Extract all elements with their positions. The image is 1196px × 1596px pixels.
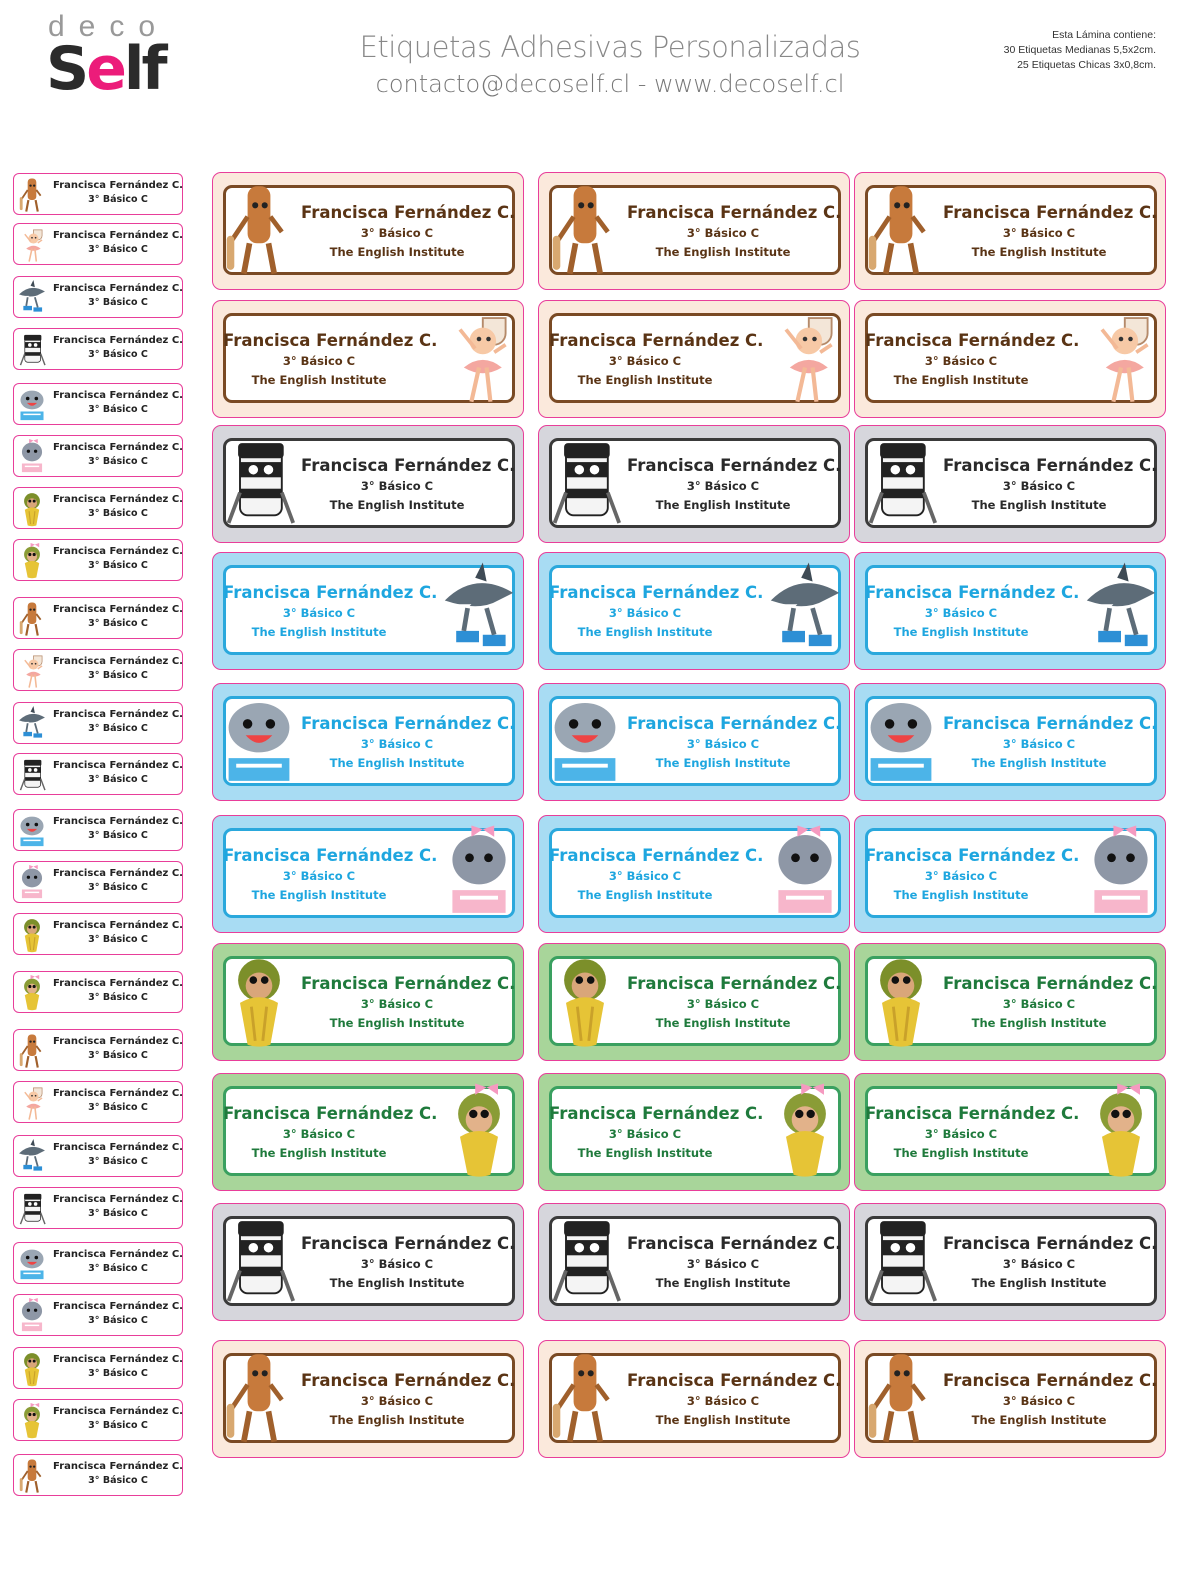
label-school: The English Institute: [971, 1413, 1107, 1427]
label-grade: 3° Básico C: [608, 606, 682, 620]
medium-label: [212, 683, 524, 801]
small-label: [13, 1135, 183, 1177]
label-student-name: Francisca Fernández C.: [301, 1234, 516, 1253]
small-label-name: Francisca Fernández C.: [53, 1036, 183, 1047]
small-label-name: Francisca Fernández C.: [53, 1406, 183, 1417]
small-label-grade: 3° Básico C: [88, 934, 148, 945]
monkey-banana-icon: [547, 948, 623, 1058]
label-grade: 3° Básico C: [1002, 226, 1076, 240]
label-school: The English Institute: [577, 888, 713, 902]
label-grade: 3° Básico C: [686, 1257, 760, 1271]
small-label-grade: 3° Básico C: [88, 1156, 148, 1167]
pink-bow-shark-sneaker-icon: [1083, 820, 1159, 930]
small-label: [13, 702, 183, 744]
label-grade: 3° Básico C: [360, 1394, 434, 1408]
small-label-name: Francisca Fernández C.: [53, 442, 183, 453]
label-grade: 3° Básico C: [686, 479, 760, 493]
small-label-name: Francisca Fernández C.: [53, 390, 183, 401]
label-student-name: Francisca Fernández C.: [627, 1234, 842, 1253]
coffee-cup-ballerina-icon: [1083, 305, 1159, 415]
medium-label: [854, 943, 1166, 1061]
label-student-name: Francisca Fernández C.: [943, 203, 1158, 222]
small-label-name: Francisca Fernández C.: [53, 1088, 183, 1099]
small-label: [13, 649, 183, 691]
label-student-name: Francisca Fernández C.: [223, 846, 438, 865]
shark-sneakers-icon: [441, 557, 517, 667]
small-label-name: Francisca Fernández C.: [53, 978, 183, 989]
medium-label: [854, 552, 1166, 670]
label-student-name: Francisca Fernández C.: [865, 331, 1080, 350]
small-label-grade: 3° Básico C: [88, 349, 148, 360]
label-grade: 3° Básico C: [686, 737, 760, 751]
small-label: [13, 1187, 183, 1229]
ninja-coffee-cup-icon: [863, 1208, 939, 1318]
label-grade: 3° Básico C: [608, 1127, 682, 1141]
label-student-name: Francisca Fernández C.: [627, 203, 842, 222]
small-label-grade: 3° Básico C: [88, 1475, 148, 1486]
small-label: [13, 328, 183, 370]
small-label: [13, 276, 183, 318]
medium-label: [212, 1340, 524, 1458]
pink-bow-monkey-banana-icon: [17, 975, 47, 1009]
label-grade: 3° Básico C: [282, 1127, 356, 1141]
label-student-name: Francisca Fernández C.: [943, 974, 1158, 993]
coffee-cup-ballerina-icon: [17, 1085, 47, 1119]
wooden-stick-character-icon: [863, 1345, 939, 1455]
medium-label: [538, 1073, 850, 1191]
label-school: The English Institute: [577, 373, 713, 387]
ninja-coffee-cup-icon: [547, 1208, 623, 1318]
medium-label: [538, 683, 850, 801]
baby-shark-sneaker-icon: [17, 387, 47, 421]
label-student-name: Francisca Fernández C.: [943, 1371, 1158, 1390]
medium-label: [212, 552, 524, 670]
label-student-name: Francisca Fernández C.: [943, 714, 1158, 733]
logo-deco-text: deco: [48, 10, 170, 43]
medium-label: [538, 300, 850, 418]
shark-sneakers-icon: [17, 280, 47, 314]
small-label: [13, 971, 183, 1013]
medium-label: [854, 1073, 1166, 1191]
pink-bow-monkey-banana-icon: [441, 1078, 517, 1188]
pink-bow-monkey-banana-icon: [1083, 1078, 1159, 1188]
label-school: The English Institute: [893, 373, 1029, 387]
label-student-name: Francisca Fernández C.: [301, 456, 516, 475]
baby-shark-sneaker-icon: [863, 688, 939, 798]
small-label: [13, 861, 183, 903]
small-label: [13, 1347, 183, 1389]
small-label-grade: 3° Básico C: [88, 882, 148, 893]
small-label-name: Francisca Fernández C.: [53, 1301, 183, 1312]
ninja-coffee-cup-icon: [17, 757, 47, 791]
label-grade: 3° Básico C: [360, 1257, 434, 1271]
label-school: The English Institute: [655, 756, 791, 770]
wooden-stick-character-icon: [17, 601, 47, 635]
medium-label: [854, 1203, 1166, 1321]
label-school: The English Institute: [329, 1016, 465, 1030]
label-student-name: Francisca Fernández C.: [549, 846, 764, 865]
label-school: The English Institute: [893, 625, 1029, 639]
label-school: The English Institute: [329, 498, 465, 512]
monkey-banana-icon: [17, 491, 47, 525]
coffee-cup-ballerina-icon: [17, 653, 47, 687]
small-label-name: Francisca Fernández C.: [53, 656, 183, 667]
label-school: The English Institute: [655, 245, 791, 259]
small-label: [13, 1454, 183, 1496]
small-label-name: Francisca Fernández C.: [53, 546, 183, 557]
small-label-grade: 3° Básico C: [88, 1208, 148, 1219]
small-label-grade: 3° Básico C: [88, 723, 148, 734]
pink-bow-shark-sneaker-icon: [17, 865, 47, 899]
small-label: [13, 1294, 183, 1336]
medium-label: [854, 815, 1166, 933]
label-school: The English Institute: [893, 888, 1029, 902]
label-school: The English Institute: [251, 1146, 387, 1160]
wooden-stick-character-icon: [17, 1033, 47, 1067]
baby-shark-sneaker-icon: [17, 1246, 47, 1280]
medium-label: [538, 425, 850, 543]
baby-shark-sneaker-icon: [547, 688, 623, 798]
medium-label: [212, 1203, 524, 1321]
small-label: [13, 809, 183, 851]
wooden-stick-character-icon: [547, 177, 623, 287]
sheet-contents-info: Esta Lámina contiene: 30 Etiquetas Medianas 5,5x2cm. 25 Etiquetas Chicas 3x0,8cm.: [1003, 29, 1156, 71]
medium-label: [538, 1203, 850, 1321]
medium-label: [854, 683, 1166, 801]
shark-sneakers-icon: [17, 706, 47, 740]
small-label-name: Francisca Fernández C.: [53, 1249, 183, 1260]
label-school: The English Institute: [251, 888, 387, 902]
label-student-name: Francisca Fernández C.: [301, 974, 516, 993]
small-label-name: Francisca Fernández C.: [53, 1354, 183, 1365]
ninja-coffee-cup-icon: [221, 430, 297, 540]
ninja-coffee-cup-icon: [221, 1208, 297, 1318]
small-label-grade: 3° Básico C: [88, 618, 148, 629]
medium-label: [538, 815, 850, 933]
small-label-name: Francisca Fernández C.: [53, 1142, 183, 1153]
small-label-name: Francisca Fernández C.: [53, 494, 183, 505]
small-label: [13, 913, 183, 955]
label-student-name: Francisca Fernández C.: [223, 331, 438, 350]
label-grade: 3° Básico C: [1002, 997, 1076, 1011]
small-label: [13, 597, 183, 639]
label-school: The English Institute: [655, 1016, 791, 1030]
small-label-grade: 3° Básico C: [88, 404, 148, 415]
label-grade: 3° Básico C: [360, 479, 434, 493]
label-grade: 3° Básico C: [1002, 737, 1076, 751]
label-school: The English Institute: [251, 373, 387, 387]
wooden-stick-character-icon: [17, 177, 47, 211]
small-label: [13, 435, 183, 477]
small-label-grade: 3° Básico C: [88, 508, 148, 519]
label-grade: 3° Básico C: [924, 354, 998, 368]
small-label-grade: 3° Básico C: [88, 560, 148, 571]
pink-bow-shark-sneaker-icon: [17, 1298, 47, 1332]
label-grade: 3° Básico C: [686, 226, 760, 240]
small-label-grade: 3° Básico C: [88, 774, 148, 785]
small-label: [13, 753, 183, 795]
small-label-name: Francisca Fernández C.: [53, 335, 183, 346]
label-school: The English Institute: [655, 1276, 791, 1290]
medium-label: [854, 1340, 1166, 1458]
label-school: The English Institute: [329, 245, 465, 259]
wooden-stick-character-icon: [547, 1345, 623, 1455]
label-student-name: Francisca Fernández C.: [549, 1104, 764, 1123]
label-student-name: Francisca Fernández C.: [865, 1104, 1080, 1123]
medium-label: [212, 815, 524, 933]
pink-bow-shark-sneaker-icon: [441, 820, 517, 930]
wooden-stick-character-icon: [863, 177, 939, 287]
small-label: [13, 1081, 183, 1123]
label-grade: 3° Básico C: [360, 737, 434, 751]
label-school: The English Institute: [329, 756, 465, 770]
medium-label: [538, 1340, 850, 1458]
medium-label: [538, 552, 850, 670]
baby-shark-sneaker-icon: [221, 688, 297, 798]
wooden-stick-character-icon: [221, 177, 297, 287]
label-school: The English Institute: [971, 1276, 1107, 1290]
monkey-banana-icon: [221, 948, 297, 1058]
label-grade: 3° Básico C: [282, 869, 356, 883]
label-student-name: Francisca Fernández C.: [549, 583, 764, 602]
monkey-banana-icon: [17, 1351, 47, 1385]
medium-label: [212, 300, 524, 418]
small-label-grade: 3° Básico C: [88, 456, 148, 467]
pink-bow-shark-sneaker-icon: [17, 439, 47, 473]
label-student-name: Francisca Fernández C.: [943, 1234, 1158, 1253]
label-grade: 3° Básico C: [360, 226, 434, 240]
ninja-coffee-cup-icon: [17, 332, 47, 366]
label-student-name: Francisca Fernández C.: [943, 456, 1158, 475]
medium-label: [212, 1073, 524, 1191]
label-grade: 3° Básico C: [686, 1394, 760, 1408]
label-student-name: Francisca Fernández C.: [301, 1371, 516, 1390]
small-label-grade: 3° Básico C: [88, 1315, 148, 1326]
label-school: The English Institute: [655, 498, 791, 512]
small-label: [13, 1399, 183, 1441]
label-student-name: Francisca Fernández C.: [865, 846, 1080, 865]
shark-sneakers-icon: [767, 557, 843, 667]
small-label-grade: 3° Básico C: [88, 830, 148, 841]
label-grade: 3° Básico C: [360, 997, 434, 1011]
label-grade: 3° Básico C: [924, 1127, 998, 1141]
small-label-name: Francisca Fernández C.: [53, 816, 183, 827]
small-label: [13, 173, 183, 215]
label-grade: 3° Básico C: [282, 354, 356, 368]
label-grade: 3° Básico C: [608, 354, 682, 368]
small-label-grade: 3° Básico C: [88, 1420, 148, 1431]
small-label: [13, 487, 183, 529]
label-student-name: Francisca Fernández C.: [627, 974, 842, 993]
contact-line: contacto@decoself.cl - www.decoself.cl: [375, 70, 845, 98]
label-student-name: Francisca Fernández C.: [301, 714, 516, 733]
coffee-cup-ballerina-icon: [441, 305, 517, 415]
label-school: The English Institute: [971, 756, 1107, 770]
label-student-name: Francisca Fernández C.: [549, 331, 764, 350]
shark-sneakers-icon: [17, 1139, 47, 1173]
pink-bow-monkey-banana-icon: [17, 1403, 47, 1437]
small-label-name: Francisca Fernández C.: [53, 1461, 183, 1472]
label-school: The English Institute: [577, 625, 713, 639]
pink-bow-shark-sneaker-icon: [767, 820, 843, 930]
ninja-coffee-cup-icon: [17, 1191, 47, 1225]
monkey-banana-icon: [863, 948, 939, 1058]
medium-label: [538, 943, 850, 1061]
label-student-name: Francisca Fernández C.: [627, 714, 842, 733]
small-label-grade: 3° Básico C: [88, 1050, 148, 1061]
small-label: [13, 1029, 183, 1071]
coffee-cup-ballerina-icon: [17, 227, 47, 261]
label-grade: 3° Básico C: [282, 606, 356, 620]
pink-bow-monkey-banana-icon: [17, 543, 47, 577]
label-grade: 3° Básico C: [686, 997, 760, 1011]
small-label-name: Francisca Fernández C.: [53, 1194, 183, 1205]
small-label-grade: 3° Básico C: [88, 1102, 148, 1113]
label-grade: 3° Básico C: [1002, 479, 1076, 493]
small-label-name: Francisca Fernández C.: [53, 920, 183, 931]
medium-label: [212, 943, 524, 1061]
label-school: The English Institute: [971, 1016, 1107, 1030]
small-label-grade: 3° Básico C: [88, 1368, 148, 1379]
pink-bow-monkey-banana-icon: [767, 1078, 843, 1188]
small-label-grade: 3° Básico C: [88, 194, 148, 205]
label-school: The English Institute: [655, 1413, 791, 1427]
small-label-grade: 3° Básico C: [88, 244, 148, 255]
shark-sneakers-icon: [1083, 557, 1159, 667]
label-school: The English Institute: [893, 1146, 1029, 1160]
sheet-header: [0, 0, 1196, 120]
small-label-name: Francisca Fernández C.: [53, 604, 183, 615]
label-school: The English Institute: [577, 1146, 713, 1160]
label-student-name: Francisca Fernández C.: [627, 456, 842, 475]
small-label: [13, 223, 183, 265]
label-school: The English Institute: [329, 1413, 465, 1427]
label-grade: 3° Básico C: [1002, 1394, 1076, 1408]
logo-self-text: Self: [46, 34, 165, 104]
label-student-name: Francisca Fernández C.: [223, 1104, 438, 1123]
sheet-title: Etiquetas Adhesivas Personalizadas: [359, 30, 861, 64]
medium-label: [854, 300, 1166, 418]
coffee-cup-ballerina-icon: [767, 305, 843, 415]
small-label-name: Francisca Fernández C.: [53, 760, 183, 771]
monkey-banana-icon: [17, 917, 47, 951]
small-label-name: Francisca Fernández C.: [53, 709, 183, 720]
label-grade: 3° Básico C: [924, 869, 998, 883]
label-grade: 3° Básico C: [608, 869, 682, 883]
small-label-name: Francisca Fernández C.: [53, 868, 183, 879]
small-label-grade: 3° Básico C: [88, 297, 148, 308]
ninja-coffee-cup-icon: [863, 430, 939, 540]
label-student-name: Francisca Fernández C.: [301, 203, 516, 222]
small-label-name: Francisca Fernández C.: [53, 180, 183, 191]
small-label: [13, 1242, 183, 1284]
ninja-coffee-cup-icon: [547, 430, 623, 540]
medium-label: [212, 172, 524, 290]
small-label-name: Francisca Fernández C.: [53, 283, 183, 294]
label-grade: 3° Básico C: [924, 606, 998, 620]
label-student-name: Francisca Fernández C.: [627, 1371, 842, 1390]
medium-label: [854, 425, 1166, 543]
baby-shark-sneaker-icon: [17, 813, 47, 847]
label-student-name: Francisca Fernández C.: [223, 583, 438, 602]
wooden-stick-character-icon: [221, 1345, 297, 1455]
label-school: The English Institute: [329, 1276, 465, 1290]
wooden-stick-character-icon: [17, 1458, 47, 1492]
small-label-name: Francisca Fernández C.: [53, 230, 183, 241]
label-school: The English Institute: [251, 625, 387, 639]
small-label: [13, 383, 183, 425]
small-label-grade: 3° Básico C: [88, 1263, 148, 1274]
medium-label: [212, 425, 524, 543]
label-student-name: Francisca Fernández C.: [865, 583, 1080, 602]
small-label-grade: 3° Básico C: [88, 992, 148, 1003]
label-school: The English Institute: [971, 498, 1107, 512]
small-label: [13, 539, 183, 581]
label-grade: 3° Básico C: [1002, 1257, 1076, 1271]
medium-label: [854, 172, 1166, 290]
medium-label: [538, 172, 850, 290]
label-school: The English Institute: [971, 245, 1107, 259]
small-label-grade: 3° Básico C: [88, 670, 148, 681]
